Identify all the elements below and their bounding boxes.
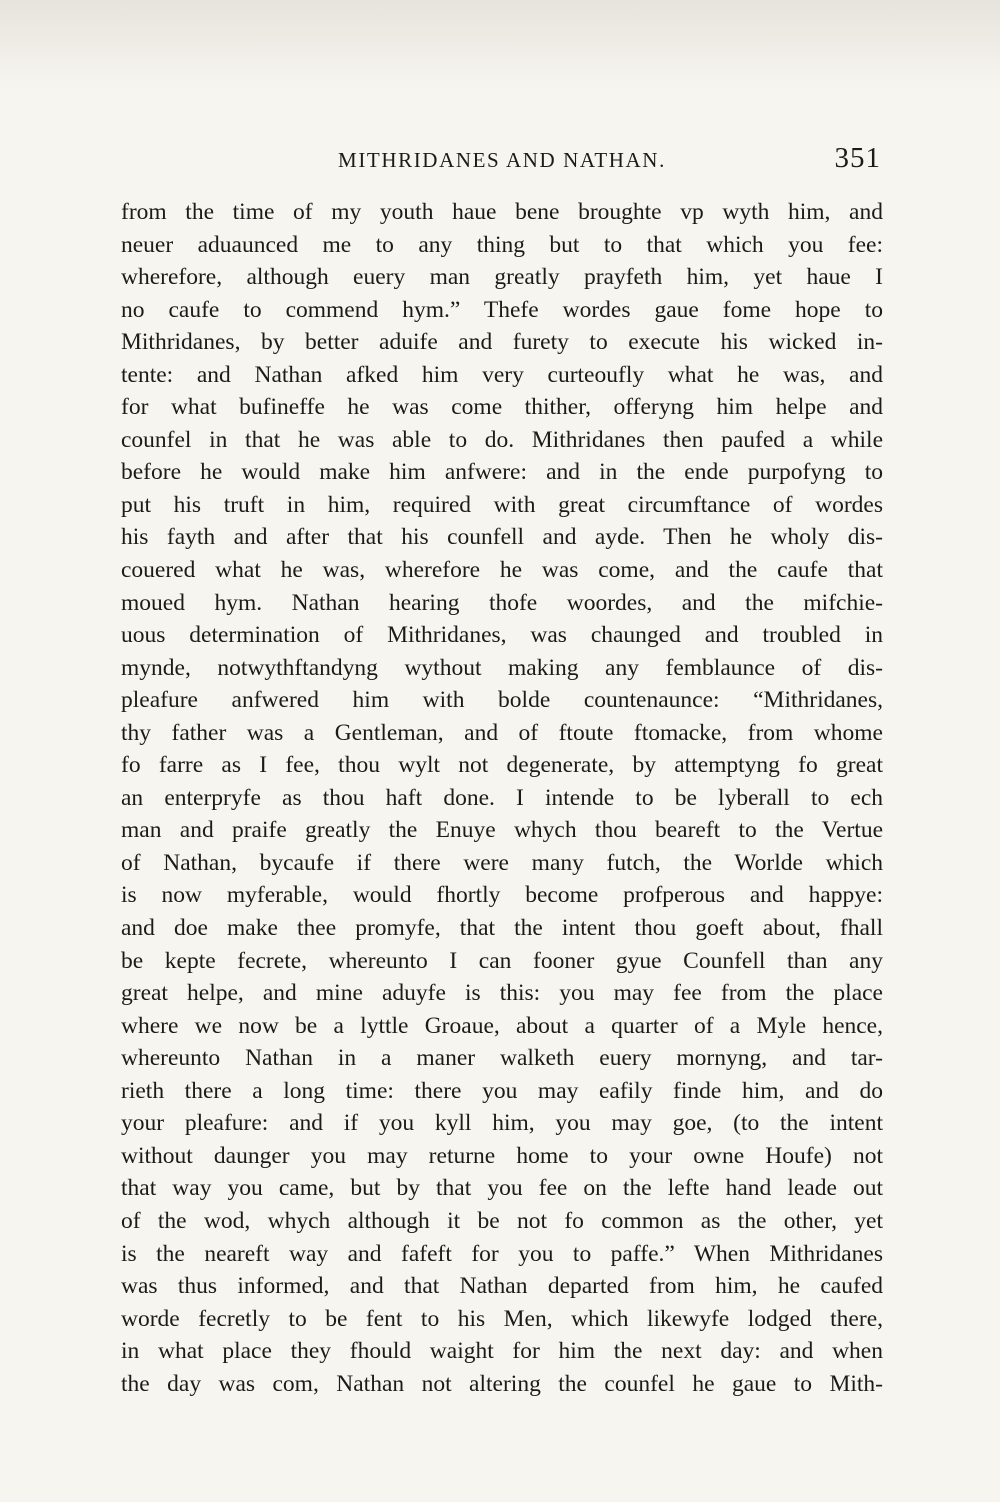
- text-line: for what bufineffe he was come thither, offeryng him helpe and: [121, 394, 883, 421]
- text-line: of Nathan, bycaufe if there were many futch, the Worlde which: [121, 849, 883, 876]
- text-line: is now myferable, would fhortly become profperous and happye:: [121, 882, 883, 909]
- text-line: counfel in that he was able to do. Mithridanes then paufed a while: [121, 426, 883, 453]
- running-head: [121, 142, 883, 182]
- text-line: whereunto Nathan in a maner walketh euery mornyng, and tar-: [121, 1045, 883, 1072]
- text-line: where we now be a lyttle Groaue, about a quarter of a Myle hence,: [121, 1012, 883, 1039]
- text-line: thy father was a Gentleman, and of ftoute ftomacke, from whome: [121, 719, 883, 746]
- text-line: in what place they fhould waight for him the next day: and when: [121, 1338, 883, 1365]
- text-line: his fayth and after that his counfell and ayde. Then he wholy dis-: [121, 524, 883, 551]
- text-line: wherefore, although euery man greatly prayfeth him, yet haue I: [121, 264, 883, 291]
- text-line: your pleafure: and if you kyll him, you may goe, (to the intent: [121, 1110, 883, 1137]
- text-line: couered what he was, wherefore he was come, and the caufe that: [121, 557, 883, 584]
- text-line: an enterpryfe as thou haft done. I intende to be lyberall to ech: [121, 784, 883, 811]
- running-title: MITHRIDANES AND NATHAN.: [338, 148, 666, 172]
- text-line: fo farre as I fee, thou wylt not degenerate, by attemptyng fo great: [121, 752, 883, 779]
- text-line: neuer aduaunced me to any thing but to that which you fee:: [121, 231, 883, 258]
- text-line: moued hym. Nathan hearing thofe woordes, and the mifchie-: [121, 589, 883, 616]
- page-edge-shadow: [0, 0, 1000, 90]
- text-line: pleafure anfwered him with bolde countenaunce: “Mithridanes,: [121, 687, 883, 714]
- text-line: from the time of my youth haue bene broughte vp wyth him, and: [121, 199, 883, 225]
- text-line: mynde, notwythftandyng wythout making any femblaunce of dis-: [121, 654, 883, 681]
- text-line: rieth there a long time: there you may eafily finde him, and do: [121, 1077, 883, 1104]
- text-line: great helpe, and mine aduyfe is this: you may fee from the place: [121, 980, 883, 1007]
- text-line: man and praife greatly the Enuye whych thou beareft to the Vertue: [121, 817, 883, 844]
- text-line: worde fecretly to be fent to his Men, which likewyfe lodged there,: [121, 1305, 883, 1332]
- text-line: was thus informed, and that Nathan departed from him, he caufed: [121, 1273, 883, 1300]
- text-line: put his truft in him, required with great circumftance of wordes: [121, 491, 883, 518]
- text-line: of the wod, whych although it be not fo common as the other, yet: [121, 1207, 883, 1234]
- text-line: and doe make thee promyfe, that the intent thou goeft about, fhall: [121, 915, 883, 942]
- text-line: Mithridanes, by better aduife and furety to execute his wicked in-: [121, 329, 883, 356]
- text-line: that way you came, but by that you fee on the lefte hand leade out: [121, 1175, 883, 1202]
- text-line: before he would make him anfwere: and in the ende purpofyng to: [121, 459, 883, 486]
- text-line: is the neareft way and fafeft for you to paffe.” When Mithridanes: [121, 1240, 883, 1267]
- body-text: [121, 196, 883, 1400]
- text-line: no caufe to commend hym.” Thefe wordes gaue fome hope to: [121, 296, 883, 323]
- text-line: uous determination of Mithridanes, was chaunged and troubled in: [121, 622, 883, 649]
- page-number: 351: [834, 142, 881, 174]
- text-line: be kepte fecrete, whereunto I can fooner gyue Counfell than any: [121, 947, 883, 974]
- text-line: without daunger you may returne home to your owne Houfe) not: [121, 1142, 883, 1169]
- text-line: the day was com, Nathan not altering the counfel he gaue to Mith-: [121, 1370, 883, 1397]
- text-line: tente: and Nathan afked him very curteoufly what he was, and: [121, 361, 883, 388]
